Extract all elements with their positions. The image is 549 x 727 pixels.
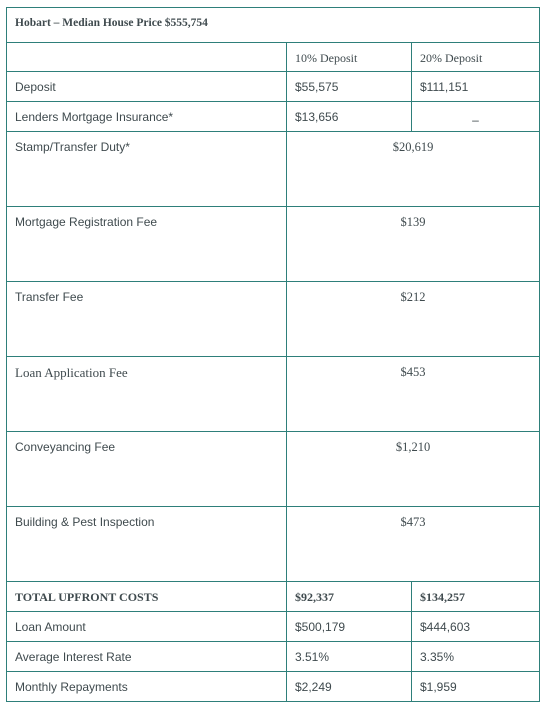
table-row [7, 672, 540, 702]
row-value: $473 [287, 507, 540, 582]
header-10-deposit: 10% Deposit [287, 43, 412, 72]
value-20: $111,151 [412, 72, 540, 102]
total-20: $134,257 [412, 582, 540, 612]
value-20: – [412, 102, 540, 132]
row-label: Stamp/Transfer Duty* [7, 132, 287, 207]
table-row [7, 102, 540, 132]
row-label: Transfer Fee [7, 282, 287, 357]
total-label: TOTAL UPFRONT COSTS [7, 582, 287, 612]
row-label: Average Interest Rate [7, 642, 287, 672]
value-10: $2,249 [287, 672, 412, 702]
row-value: $20,619 [287, 132, 540, 207]
row-label: Loan Amount [7, 612, 287, 642]
table-row [7, 432, 540, 507]
row-label: Deposit [7, 72, 287, 102]
table-row [7, 72, 540, 102]
table-row [7, 357, 540, 432]
row-value: $139 [287, 207, 540, 282]
table-title: Hobart – Median House Price $555,754 [7, 8, 540, 43]
value-20: $444,603 [412, 612, 540, 642]
value-20: $1,959 [412, 672, 540, 702]
column-header-row [7, 43, 540, 72]
value-10: 3.51% [287, 642, 412, 672]
row-value: $212 [287, 282, 540, 357]
total-row [7, 582, 540, 612]
value-10: $13,656 [287, 102, 412, 132]
row-label: Building & Pest Inspection [7, 507, 287, 582]
value-10: $500,179 [287, 612, 412, 642]
total-10: $92,337 [287, 582, 412, 612]
table-row [7, 612, 540, 642]
header-20-deposit: 20% Deposit [412, 43, 540, 72]
table-row [7, 642, 540, 672]
table-row [7, 507, 540, 582]
row-label: Conveyancing Fee [7, 432, 287, 507]
table-row [7, 282, 540, 357]
row-label: Monthly Repayments [7, 672, 287, 702]
value-10: $55,575 [287, 72, 412, 102]
header-empty-cell [7, 43, 287, 72]
row-label: Loan Application Fee [7, 357, 287, 432]
cost-table [6, 7, 540, 702]
row-value: $453 [287, 357, 540, 432]
row-value: $1,210 [287, 432, 540, 507]
table-title-row [7, 8, 540, 43]
value-20: 3.35% [412, 642, 540, 672]
row-label: Lenders Mortgage Insurance* [7, 102, 287, 132]
table-row [7, 207, 540, 282]
row-label: Mortgage Registration Fee [7, 207, 287, 282]
table-row [7, 132, 540, 207]
